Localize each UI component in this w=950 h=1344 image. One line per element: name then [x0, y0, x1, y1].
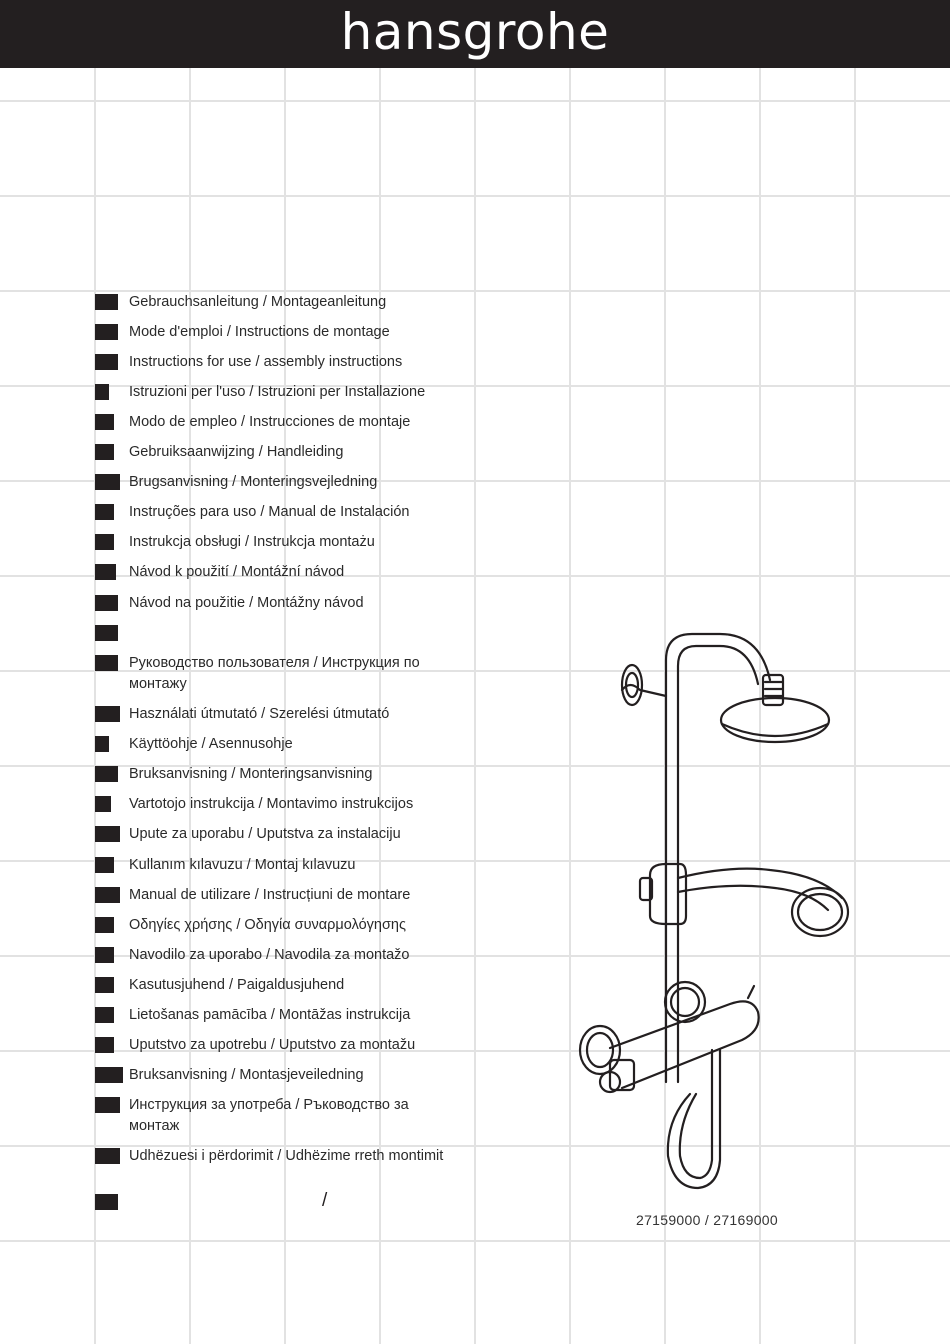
- language-label: Instructions for use / assembly instructions: [129, 354, 403, 370]
- language-flag-box: [95, 655, 118, 671]
- language-label: Manual de utilizare / Instrucțiuni de montare: [129, 887, 411, 903]
- language-flag-box: [95, 625, 118, 641]
- language-flag-box: [95, 294, 118, 310]
- language-flag-box: [95, 534, 114, 550]
- language-flag-box: [95, 857, 114, 873]
- language-label: Instruções para uso / Manual de Instalación: [129, 504, 410, 520]
- brand-logo: hansgrohe: [340, 3, 610, 61]
- language-flag-box: [95, 564, 116, 580]
- language-flag-box: [95, 504, 114, 520]
- header-bar: [0, 0, 950, 68]
- model-numbers: 27159000 / 27169000: [636, 1212, 778, 1228]
- language-flag-box: [95, 736, 109, 752]
- language-label: Руководство пользователя / Инструкция по монтажу: [129, 655, 420, 692]
- language-flag-box: [95, 1148, 120, 1164]
- language-label: Vartotojo instrukcija / Montavimo instrukcijos: [129, 796, 414, 812]
- language-flag-box: [95, 1037, 114, 1053]
- language-flag-box: [95, 444, 114, 460]
- language-flag-box: [95, 706, 120, 722]
- language-flag-box: [95, 1194, 118, 1210]
- language-label: Brugsanvisning / Monteringsvejledning: [129, 474, 378, 490]
- language-flag-box: [95, 1067, 123, 1083]
- language-label: Használati útmutató / Szerelési útmutató: [129, 706, 390, 722]
- trailing-slash: /: [322, 1190, 328, 1211]
- language-flag-box: [95, 474, 120, 490]
- language-label: Lietošanas pamācība / Montāžas instrukcija: [129, 1007, 411, 1023]
- language-label: Gebrauchsanleitung / Montageanleitung: [129, 294, 387, 310]
- language-label: Návod na použitie / Montážny návod: [129, 595, 364, 611]
- language-flag-box: [95, 766, 118, 782]
- language-flag-box: [95, 324, 118, 340]
- language-label: Návod k použití / Montážní návod: [129, 564, 345, 580]
- language-label: Mode d'emploi / Instructions de montage: [129, 324, 390, 340]
- language-flag-box: [95, 595, 118, 611]
- language-flag-box: [95, 947, 114, 963]
- language-label: Kullanım kılavuzu / Montaj kılavuzu: [129, 857, 356, 873]
- language-flag-box: [95, 384, 109, 400]
- language-label: Uputstvo za upotrebu / Uputstvo za montažu: [129, 1037, 416, 1053]
- language-flag-box: [95, 354, 118, 370]
- language-label: Istruzioni per l'uso / Istruzioni per Installazione: [129, 384, 426, 400]
- language-label: Käyttöohje / Asennusohje: [129, 736, 293, 752]
- language-flag-box: [95, 796, 111, 812]
- language-flag-box: [95, 826, 120, 842]
- language-flag-box: [95, 887, 120, 903]
- language-label: Navodilo za uporabo / Navodila za montažo: [129, 947, 410, 963]
- language-label: Инструкция за употреба / Ръководство за монтаж: [129, 1097, 409, 1134]
- language-label: Modo de empleo / Instrucciones de montaje: [129, 414, 411, 430]
- language-label: Bruksanvisning / Montasjeveiledning: [129, 1067, 364, 1083]
- language-flag-box: [95, 917, 114, 933]
- language-label: Upute za uporabu / Uputstva za instalaciju: [129, 826, 401, 842]
- language-label: Kasutusjuhend / Paigaldusjuhend: [129, 977, 345, 993]
- language-label: Instrukcja obsługi / Instrukcja montażu: [129, 534, 375, 550]
- language-label: Udhëzuesi i përdorimit / Udhëzime rreth montimit: [129, 1148, 444, 1164]
- language-label: Οδηγίες χρήσης / Οδηγία συναρμολόγησης: [129, 917, 406, 933]
- language-label: Gebruiksaanwijzing / Handleiding: [129, 444, 344, 460]
- language-flag-box: [95, 1097, 120, 1113]
- language-label: Bruksanvisning / Monteringsanvisning: [129, 766, 373, 782]
- language-flag-box: [95, 977, 114, 993]
- language-flag-box: [95, 414, 114, 430]
- shower-system-illustration: [570, 620, 870, 1200]
- language-flag-box: [95, 1007, 114, 1023]
